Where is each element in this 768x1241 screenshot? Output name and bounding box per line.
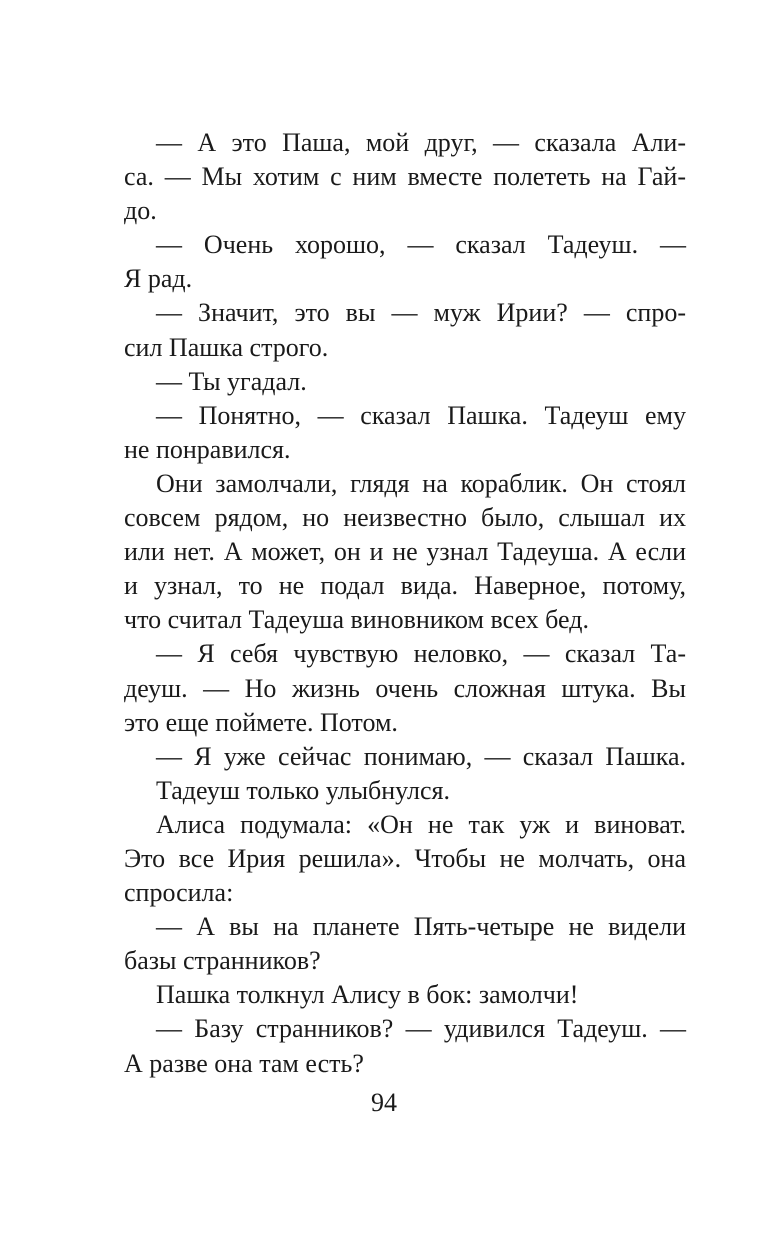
text-line: — А вы на планете Пять-четыре не видели (156, 912, 686, 942)
text-line: не понравился. (124, 434, 291, 464)
text-line: — Значит, это вы — муж Ирии? — спро- (156, 298, 686, 328)
text-line: — Понятно, — сказал Пашка. Тадеуш ему (156, 400, 686, 430)
text-line: — Базу странников? — удивился Тадеуш. — (156, 1014, 686, 1044)
text-line: что считал Тадеуша виновником всех бед. (124, 605, 589, 635)
text-line: базы странников? (124, 946, 321, 976)
text-line: или нет. А может, он и не узнал Тадеуша. А если (124, 537, 686, 567)
text-line: это еще поймете. Потом. (124, 707, 398, 737)
text-line: А разве она там есть? (124, 1048, 364, 1078)
text-line: сил Пашка строго. (124, 332, 329, 362)
text-line: — Я уже сейчас понимаю, — сказал Пашка. (156, 741, 686, 771)
text-line: спросила: (124, 878, 234, 908)
text-line: Тадеуш только улыбнулся. (156, 775, 451, 805)
text-line: са. — Мы хотим с ним вместе полететь на Гай- (124, 162, 686, 192)
text-line: деуш. — Но жизнь очень сложная штука. Вы (124, 673, 686, 703)
text-line: совсем рядом, но неизвестно было, слышал их (124, 503, 686, 533)
text-line: Пашка толкнул Алису в бок: замолчи! (156, 980, 579, 1010)
text-line: и узнал, то не подал вида. Наверное, потому, (124, 571, 686, 601)
page-number: 94 (371, 1088, 397, 1117)
text-line: Это все Ирия решила». Чтобы не молчать, она (124, 843, 686, 873)
text-line: до. (124, 196, 157, 226)
text-line: — Я себя чувствую неловко, — сказал Та- (156, 639, 686, 669)
page-text (124, 126, 686, 1081)
text-line: — Ты угадал. (156, 366, 307, 396)
text-line: — А это Паша, мой друг, — сказала Али- (156, 128, 686, 157)
text-line: Они замолчали, глядя на кораблик. Он стоял (156, 468, 686, 498)
text-line: Алиса подумала: «Он не так уж и виноват. (156, 809, 686, 839)
text-line: Я рад. (124, 264, 193, 294)
text-line: — Очень хорошо, — сказал Тадеуш. — (156, 230, 686, 260)
